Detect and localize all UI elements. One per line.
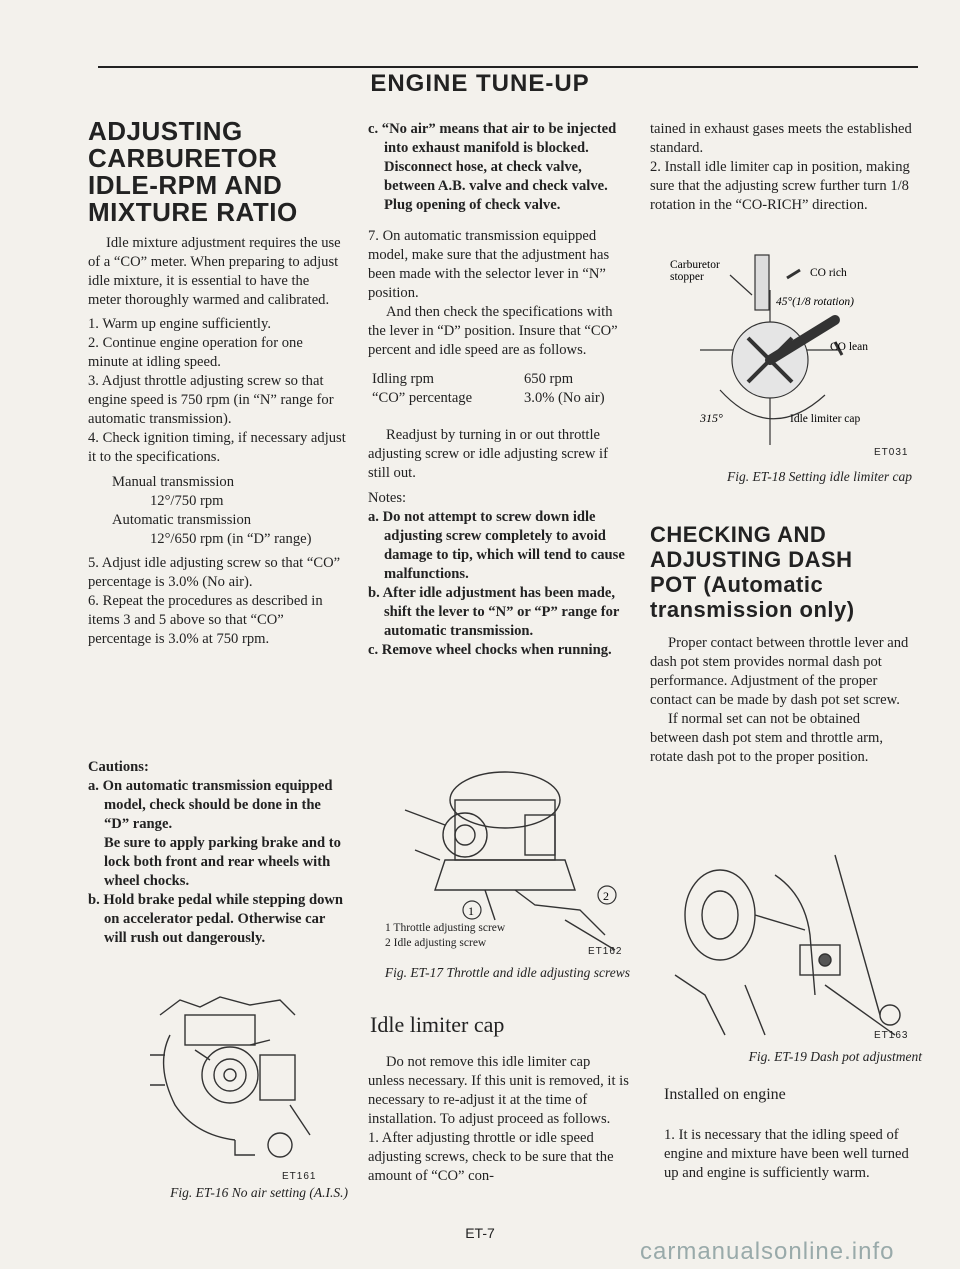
label-stopper: stopper xyxy=(670,271,704,283)
column-3 xyxy=(650,120,912,215)
note-a: a. Do not attempt to screw down idle adjusting screw completely to avoid damage to tip, which will tend to cause malfunctions. xyxy=(368,509,625,582)
page-header: ENGINE TUNE-UP xyxy=(370,70,590,97)
step-2-limiter: 2. Install idle limiter cap in position, making sure that the adjusting screw further turn 1/8 rotation in the “CO-RICH” direction. xyxy=(650,159,910,213)
step-4: 4. Check ignition timing, if necessary adjust it to the specifications. xyxy=(88,430,346,465)
step-6: 6. Repeat the procedures as described in items 3 and 5 above so that “CO” percentage is 3.0% at 750 rpm. xyxy=(88,593,323,647)
column-1 xyxy=(88,118,346,649)
cautions xyxy=(88,758,346,948)
cautions-title: Cautions: xyxy=(88,759,149,775)
label-idle-limiter: Idle limiter cap xyxy=(790,413,861,425)
step-2: 2. Continue engine operation for one minute at idling speed. xyxy=(88,335,303,370)
spec-row: Idling rpm 650 rpm xyxy=(372,371,574,387)
idle-step-1: 1. After adjusting throttle or idle speed adjusting screws, check to be sure that the amount of “CO” con- xyxy=(368,1130,614,1184)
watermark: carmanualsonline.info xyxy=(640,1238,895,1265)
figure-et18-limiter-diagram xyxy=(660,250,910,455)
callout-1: 1 xyxy=(468,904,474,918)
figure-et19-code: ET163 xyxy=(874,1030,909,1041)
callout-2: 2 xyxy=(603,889,609,903)
figure-et17-caption: Fig. ET-17 Throttle and idle adjusting screws xyxy=(384,965,630,980)
figure-et17-legend: 1 Throttle adjusting screw 2 Idle adjusting screw xyxy=(385,922,506,949)
idle-limiter-heading: Idle limiter cap xyxy=(370,1012,505,1037)
dash-pot-text-2: If normal set can not be obtained between dash pot stem and throttle arm, rotate dash pot to the proper position. xyxy=(650,711,884,765)
label-co-rich: CO rich xyxy=(810,267,847,279)
label-angle: 315° xyxy=(700,411,723,425)
caution-b: b. Hold brake pedal while stepping down on accelerator pedal. Otherwise car will rush out dangerously. xyxy=(88,892,344,946)
notes-title: Notes: xyxy=(368,490,407,506)
step-7: 7. On automatic transmission equipped model, make sure that the adjustment has been made with the selector lever in “N” position. xyxy=(368,228,610,301)
figure-et18-caption: Fig. ET-18 Setting idle limiter cap xyxy=(727,469,912,484)
item-c-2: Disconnect hose, at check valve, between A.B. valve and check valve. Plug opening of check valve. xyxy=(384,159,608,213)
label-rotation: 45°(1/8 rotation) xyxy=(776,296,854,308)
figure-et16-caption: Fig. ET-16 No air setting (A.I.S.) xyxy=(170,1185,348,1200)
caution-a: a. On automatic transmission equipped model, check should be done in the “D” range. xyxy=(88,778,333,832)
note-b: b. After idle adjustment has been made, shift the lever to “N” or “P” range for automatic transmission. xyxy=(368,585,620,639)
page-number: ET-7 xyxy=(465,1225,495,1241)
note-c: c. Remove wheel chocks when running. xyxy=(368,642,612,658)
spec-table xyxy=(368,370,630,408)
figure-et16-code: ET161 xyxy=(282,1171,317,1182)
section-heading: ADJUSTING CARBURETOR IDLE-RPM AND MIXTURE RATIO xyxy=(88,116,298,227)
dash-pot-text: Proper contact between throttle lever and dash pot stem provides normal dash pot performance. Adjustment of the proper contact can be made by dash pot set screw. xyxy=(650,635,909,708)
step-1: 1. Warm up engine sufficiently. xyxy=(88,316,271,332)
label-co-lean: CO lean xyxy=(830,341,869,353)
continued-text: tained in exhaust gases meets the established standard. xyxy=(650,121,912,156)
header-rule xyxy=(98,66,918,68)
column-2 xyxy=(368,120,630,660)
readjust-paragraph: Readjust by turning in or out throttle adjusting screw or idle adjusting screw if still out. xyxy=(368,427,608,481)
dash-pot-heading: CHECKING AND ADJUSTING DASH POT (Automatic transmission only) xyxy=(650,522,855,622)
figure-et18-code: ET031 xyxy=(874,447,909,458)
spec-row: “CO” percentage 3.0% (No air) xyxy=(372,390,605,406)
label-carb-stopper-line: Carburetor xyxy=(670,259,720,271)
label-carb-stopper xyxy=(670,259,720,271)
timing-spec: Manual transmission 12°/750 rpm Automatic transmission 12°/650 rpm (in “D” range) xyxy=(112,474,312,547)
figure-et19-dash-pot-drawing xyxy=(665,835,915,1045)
step-3: 3. Adjust throttle adjusting screw so that engine speed is 750 rpm (in “N” range for automatic transmission). xyxy=(88,373,334,427)
intro-paragraph: Idle mixture adjustment requires the use of a “CO” meter. When preparing to adjust idle mixture, it is essential to have the meter thoroughly warmed and calibrated. xyxy=(88,235,341,308)
installed-text: 1. It is necessary that the idling speed of engine and mixture have been well turned up and engine is sufficiently warm. xyxy=(664,1127,909,1181)
dash-pot-section xyxy=(650,634,912,767)
figure-et17-code: ET162 xyxy=(588,946,623,957)
idle-limiter-section xyxy=(368,1053,630,1186)
idle-limiter-text: Do not remove this idle limiter cap unless necessary. If this unit is removed, it is necessary to re-adjust it at the time of installation. To adjust proceed as follows. xyxy=(368,1054,629,1127)
figure-et19-caption: Fig. ET-19 Dash pot adjustment xyxy=(748,1049,922,1064)
installed-section xyxy=(664,1126,914,1183)
item-c: c. “No air” means that air to be injected into exhaust manifold is blocked. xyxy=(368,121,617,156)
figure-et16-engine-drawing xyxy=(140,995,320,1165)
step-5: 5. Adjust idle adjusting screw so that “CO” percentage is 3.0% (No air). xyxy=(88,555,341,590)
caution-a-2: Be sure to apply parking brake and to lock both front and rear wheels with wheel chocks. xyxy=(104,835,341,889)
installed-heading: Installed on engine xyxy=(664,1086,786,1103)
step-7b: And then check the specifications with the lever in “D” position. Insure that “CO” percent and idle speed are as follows. xyxy=(368,304,618,358)
